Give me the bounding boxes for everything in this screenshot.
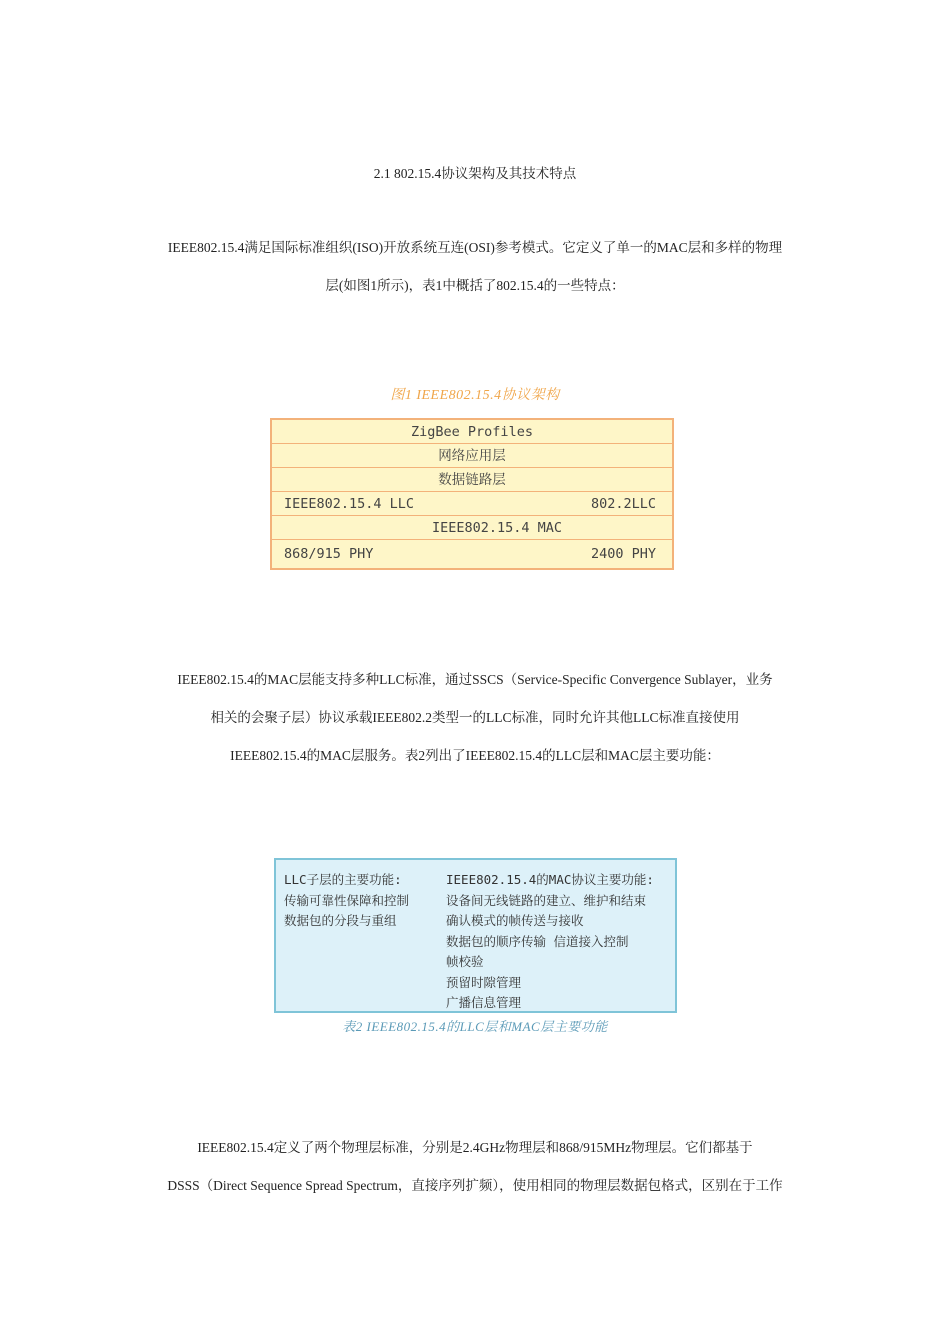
paragraph-2-line-1: IEEE802.15.4的MAC层能支持多种LLC标准，通过SSCS（Service-Specific Convergence Sublayer，业务 xyxy=(177,672,773,687)
mac-function-item: IEEE802.15.4的MAC协议主要功能: xyxy=(446,872,654,887)
mac-function-item: 设备间无线链路的建立、维护和结束 xyxy=(446,892,647,908)
llc-function-item: 传输可靠性保障和控制 xyxy=(284,892,410,908)
paragraph-3-line-1: IEEE802.15.4定义了两个物理层标准，分别是2.4GHz物理层和868/915MHz物理层。它们都基于 xyxy=(197,1140,753,1155)
stack-label-2400-phy: 2400 PHY xyxy=(590,546,656,562)
paragraph-1-line-2: 层(如图1所示)，表1中概括了802.15.4的一些特点： xyxy=(325,278,625,293)
stack-label-8022-llc: 802.2LLC xyxy=(590,496,656,512)
stack-row-network-app xyxy=(272,444,672,468)
llc-function-item: 数据包的分段与重组 xyxy=(284,913,397,928)
figure-1-caption: 图1 IEEE802.15.4协议架构 xyxy=(390,388,560,403)
paragraph-2-line-3: IEEE802.15.4的MAC层服务。表2列出了IEEE802.15.4的LLC层和MAC层主要功能： xyxy=(230,748,720,763)
stack-label-mac: IEEE802.15.4 MAC xyxy=(432,520,563,536)
paragraph-3-line-2: DSSS（Direct Sequence Spread Spectrum，直接序列扩频），使用相同的物理层数据包格式，区别在于工作 xyxy=(167,1178,783,1193)
mac-function-item: 确认模式的帧传送与接收 xyxy=(446,913,584,928)
stack-label-868-phy: 868/915 PHY xyxy=(284,546,374,562)
stack-row-llc xyxy=(272,492,672,516)
paragraph-2-line-2: 相关的会聚子层）协议承载IEEE802.2类型一的LLC标准，同时允许其他LLC标准直接使用 xyxy=(210,710,740,725)
stack-row-data-link xyxy=(272,468,672,492)
stack-row-phy xyxy=(272,540,672,568)
stack-label-zigbee-profiles: ZigBee Profiles xyxy=(411,424,533,440)
mac-function-item: 数据包的顺序传输 信道接入控制 xyxy=(446,933,629,949)
stack-row-zigbee-profiles xyxy=(272,420,672,444)
table-2-functions xyxy=(274,858,677,1013)
figure-1-protocol-stack xyxy=(270,418,674,570)
stack-label-data-link: 数据链路层 xyxy=(438,472,506,488)
section-title: 2.1 802.15.4协议架构及其技术特点 xyxy=(373,166,577,181)
mac-function-item: 帧校验 xyxy=(446,954,484,969)
paragraph-1-line-1: IEEE802.15.4满足国际标准组织(ISO)开放系统互连(OSI)参考模式。它定义了单一的MAC层和多样的物理 xyxy=(167,240,783,255)
llc-function-item: LLC子层的主要功能: xyxy=(284,872,402,887)
stack-label-ieee-llc: IEEE802.15.4 LLC xyxy=(284,496,415,512)
llc-functions-column xyxy=(284,870,409,932)
mac-functions-column xyxy=(446,870,654,1014)
table-2-caption: 表2 IEEE802.15.4的LLC层和MAC层主要功能 xyxy=(342,1019,608,1034)
stack-label-network-app: 网络应用层 xyxy=(438,448,506,464)
stack-row-mac xyxy=(272,516,672,540)
mac-function-item: 预留时隙管理 xyxy=(446,974,522,990)
mac-function-item: 广播信息管理 xyxy=(446,995,522,1010)
